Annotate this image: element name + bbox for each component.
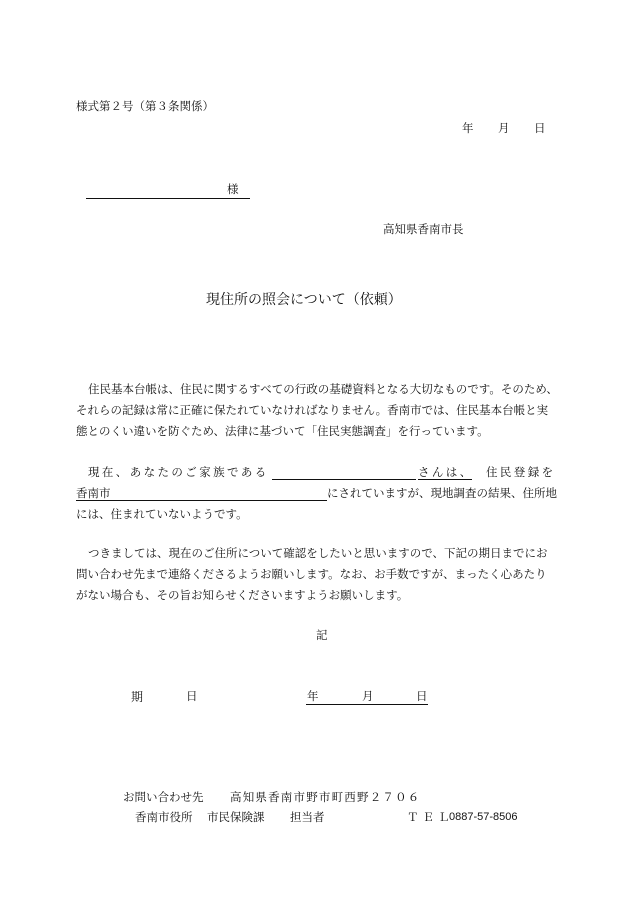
date-month: 月 bbox=[498, 121, 510, 135]
paragraph-1-text: 住民基本台帳は、住民に関するすべての行政の基礎資料となる大切なものです。そのため、それらの記録は常に正確に保たれていなければなりません。香南市では、住民基本台帳と実態とのくい違いを防ぐため、法律に基づいて「住民実態調査」を行っています。 bbox=[76, 382, 558, 438]
deadline-label-2: 日 bbox=[186, 689, 198, 703]
para2-part4: にされていますが、現地調査の結果、住所地には、住まれていないようです。 bbox=[76, 486, 557, 521]
family-name-blank bbox=[272, 479, 416, 480]
form-number: 様式第２号（第３条関係） bbox=[76, 99, 214, 113]
contact-address: 高知県香南市野市町西野２７０６ bbox=[230, 790, 421, 804]
ki-mark: 記 bbox=[316, 628, 328, 642]
addressee-suffix: 様 bbox=[227, 182, 239, 196]
sender: 高知県香南市長 bbox=[383, 222, 464, 236]
city-name: 香南市 bbox=[76, 486, 111, 500]
paragraph-3 bbox=[76, 543, 558, 606]
paragraph-3-text: つきましては、現在のご住所について確認をしたいと思いますので、下記の期日までにお問い合わせ先まで連絡くださるようお願いします。なお、お手数ですが、まったく心あたりがない場合も、その旨お知らせくださいますようお願いします。 bbox=[76, 546, 548, 602]
addressee-line bbox=[86, 198, 250, 199]
paragraph-1 bbox=[76, 379, 558, 442]
para2-part2: さんは、 bbox=[418, 465, 474, 479]
date-year: 年 bbox=[462, 121, 474, 135]
deadline-label-1: 期 bbox=[131, 690, 144, 704]
deadline-month: 月 bbox=[362, 689, 374, 703]
contact-label: お問い合わせ先 bbox=[123, 790, 204, 804]
contact-office: 香南市役所 bbox=[135, 810, 193, 824]
para2-part2-underline bbox=[418, 479, 472, 480]
page-title: 現住所の照会について（依頼） bbox=[206, 292, 402, 308]
para2-part3: 住民登録を bbox=[486, 465, 556, 479]
deadline-year: 年 bbox=[307, 689, 319, 703]
date-day: 日 bbox=[534, 121, 546, 135]
para2-part1: 現在、あなたのご家族である bbox=[88, 465, 269, 479]
contact-section: 市民保険課 bbox=[207, 810, 265, 824]
contact-tel-label: ＴＥＬ bbox=[407, 810, 454, 824]
contact-tel: 0887-57-8506 bbox=[449, 811, 518, 823]
para2-part4-block bbox=[76, 483, 558, 525]
deadline-underline bbox=[306, 704, 428, 705]
contact-person-label: 担当者 bbox=[290, 810, 325, 824]
deadline-day: 日 bbox=[416, 689, 428, 703]
